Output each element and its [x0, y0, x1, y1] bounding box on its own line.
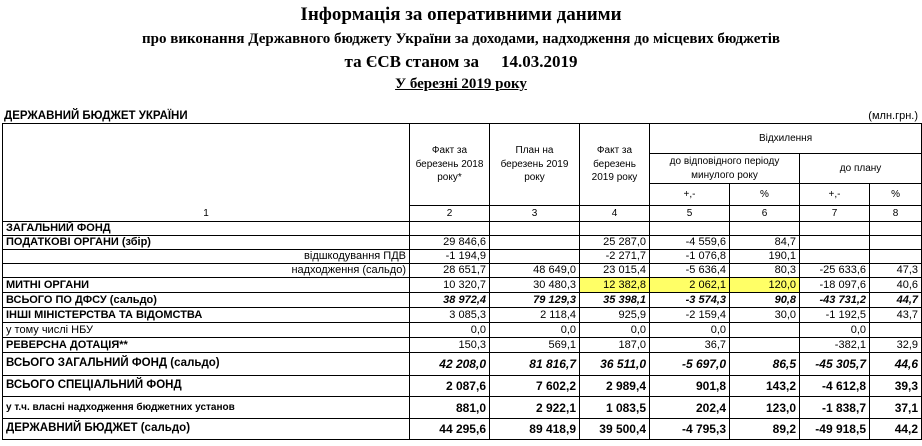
- cell-fact-2019: 0,0: [580, 323, 650, 338]
- row-label: у тому числі НБУ: [3, 323, 410, 338]
- cell-plan-2019: 89 418,9: [490, 419, 580, 440]
- header-fact-2018: Факт за березень 2018 року*: [410, 124, 490, 206]
- cell-pct-plan: 44,2: [870, 419, 922, 440]
- cell-pct-prev: 80,3: [730, 264, 800, 278]
- column-number: 1: [3, 206, 410, 222]
- cell-pct-prev: 89,2: [730, 419, 800, 440]
- table-row: [3, 293, 922, 308]
- header-percent: %: [730, 184, 800, 206]
- header-plus-minus: +,-: [800, 184, 870, 206]
- cell-diff-plan: [800, 250, 870, 264]
- column-number: 5: [650, 206, 730, 222]
- cell-pct-plan: 43,7: [870, 308, 922, 323]
- cell-pct-plan: 32,9: [870, 338, 922, 353]
- cell-diff-prev: -4 559,6: [650, 236, 730, 250]
- cell-fact-2019-highlighted: 12 382,8: [580, 278, 650, 293]
- cell-plan-2019: 569,1: [490, 338, 580, 353]
- cell-diff-prev: -2 159,4: [650, 308, 730, 323]
- cell-fact-2019: 25 287,0: [580, 236, 650, 250]
- cell-fact-2019: 35 398,1: [580, 293, 650, 308]
- column-number: 3: [490, 206, 580, 222]
- row-label: надходження (сальдо): [3, 264, 410, 278]
- table-row: [3, 376, 922, 397]
- cell-diff-prev: -5 697,0: [650, 353, 730, 376]
- cell-diff-plan: [800, 222, 870, 236]
- cell-diff-plan: 0,0: [800, 323, 870, 338]
- cell-plan-2019: [490, 250, 580, 264]
- cell-diff-plan: -1 192,5: [800, 308, 870, 323]
- cell-pct-plan: 37,1: [870, 397, 922, 419]
- cell-fact-2019: 36 511,0: [580, 353, 650, 376]
- cell-fact-2019: 925,9: [580, 308, 650, 323]
- header-label-cell: [3, 124, 410, 206]
- cell-pct-plan: [870, 250, 922, 264]
- column-number: 8: [870, 206, 922, 222]
- cell-pct-plan: 40,6: [870, 278, 922, 293]
- table-row: [3, 419, 922, 440]
- cell-pct-prev: 84,7: [730, 236, 800, 250]
- table-row: [3, 338, 922, 353]
- cell-fact-2018: 881,0: [410, 397, 490, 419]
- cell-fact-2018: 44 295,6: [410, 419, 490, 440]
- cell-pct-plan: [870, 323, 922, 338]
- cell-fact-2018: 38 972,4: [410, 293, 490, 308]
- cell-fact-2019: -2 271,7: [580, 250, 650, 264]
- cell-fact-2019: 23 015,4: [580, 264, 650, 278]
- cell-diff-plan: -25 633,6: [800, 264, 870, 278]
- cell-pct-plan: 44,6: [870, 353, 922, 376]
- cell-diff-prev: 36,7: [650, 338, 730, 353]
- cell-diff-prev: -5 636,4: [650, 264, 730, 278]
- table-row: [3, 278, 922, 293]
- document-subtitle: про виконання Державного бюджету України за доходами, надходження до місцевих бюджетів: [141, 31, 781, 47]
- cell-plan-2019: 0,0: [490, 323, 580, 338]
- cell-plan-2019: 79 129,3: [490, 293, 580, 308]
- cell-plan-2019: 7 602,2: [490, 376, 580, 397]
- budget-table: [2, 123, 922, 440]
- row-label: МИТНІ ОРГАНИ: [3, 278, 410, 293]
- cell-pct-plan: 39,3: [870, 376, 922, 397]
- row-label: у т.ч. власні надходження бюджетних установ: [3, 397, 410, 419]
- cell-fact-2018: 28 651,7: [410, 264, 490, 278]
- table-row: [3, 397, 922, 419]
- column-number: 6: [730, 206, 800, 222]
- units-label: (млн.грн.): [868, 110, 918, 122]
- header-percent: %: [870, 184, 922, 206]
- cell-diff-prev: [650, 222, 730, 236]
- cell-pct-prev: 190,1: [730, 250, 800, 264]
- cell-pct-prev: [730, 338, 800, 353]
- cell-pct-plan: 44,7: [870, 293, 922, 308]
- section-title: ДЕРЖАВНИЙ БЮДЖЕТ УКРАЇНИ: [4, 110, 188, 122]
- row-label: ВСЬОГО ЗАГАЛЬНИЙ ФОНД (сальдо): [3, 353, 410, 376]
- cell-diff-prev: 0,0: [650, 323, 730, 338]
- cell-fact-2018: 42 208,0: [410, 353, 490, 376]
- cell-pct-prev-highlighted: 120,0: [730, 278, 800, 293]
- row-label: ПОДАТКОВІ ОРГАНИ (збір): [3, 236, 410, 250]
- cell-fact-2018: [410, 222, 490, 236]
- cell-diff-plan: -49 918,5: [800, 419, 870, 440]
- table-row: [3, 323, 922, 338]
- date-prefix: та ЄСВ станом за: [344, 52, 479, 71]
- cell-fact-2018: -1 194,9: [410, 250, 490, 264]
- cell-diff-plan: -382,1: [800, 338, 870, 353]
- cell-fact-2019: 1 083,5: [580, 397, 650, 419]
- cell-diff-prev: 901,8: [650, 376, 730, 397]
- cell-fact-2018: 2 087,6: [410, 376, 490, 397]
- cell-diff-prev: -4 795,3: [650, 419, 730, 440]
- cell-fact-2018: 10 320,7: [410, 278, 490, 293]
- cell-fact-2018: 150,3: [410, 338, 490, 353]
- cell-diff-prev: 202,4: [650, 397, 730, 419]
- cell-diff-prev-highlighted: 2 062,1: [650, 278, 730, 293]
- header-fact-2019: Факт за березень 2019 року: [580, 124, 650, 206]
- cell-plan-2019: 2 118,4: [490, 308, 580, 323]
- header-plan-2019: План на березень 2019 року: [490, 124, 580, 206]
- row-label: відшкодування ПДВ: [3, 250, 410, 264]
- table-row: [3, 222, 922, 236]
- cell-fact-2018: 0,0: [410, 323, 490, 338]
- cell-pct-prev: 86,5: [730, 353, 800, 376]
- cell-pct-plan: [870, 222, 922, 236]
- header-deviation: Відхилення: [650, 124, 922, 154]
- column-number: 4: [580, 206, 650, 222]
- column-number: 2: [410, 206, 490, 222]
- report-date: 14.03.2019: [500, 52, 578, 71]
- cell-pct-prev: 90,8: [730, 293, 800, 308]
- cell-fact-2019: [580, 222, 650, 236]
- cell-plan-2019: 48 649,0: [490, 264, 580, 278]
- cell-plan-2019: 30 480,3: [490, 278, 580, 293]
- header-plus-minus: +,-: [650, 184, 730, 206]
- cell-pct-plan: [870, 236, 922, 250]
- table-row: [3, 308, 922, 323]
- cell-diff-plan: -43 731,2: [800, 293, 870, 308]
- cell-pct-prev: 123,0: [730, 397, 800, 419]
- cell-diff-plan: [800, 236, 870, 250]
- cell-plan-2019: [490, 236, 580, 250]
- header-vs-prev-year: до відповідного періоду минулого року: [650, 154, 800, 184]
- cell-fact-2018: 29 846,6: [410, 236, 490, 250]
- row-label: РЕВЕРСНА ДОТАЦІЯ**: [3, 338, 410, 353]
- cell-diff-plan: -45 305,7: [800, 353, 870, 376]
- table-row: [3, 353, 922, 376]
- cell-fact-2019: 187,0: [580, 338, 650, 353]
- row-label: ВСЬОГО СПЕЦІАЛЬНИЙ ФОНД: [3, 376, 410, 397]
- cell-plan-2019: [490, 222, 580, 236]
- cell-pct-prev: 30,0: [730, 308, 800, 323]
- cell-fact-2019: 39 500,4: [580, 419, 650, 440]
- cell-diff-plan: -18 097,6: [800, 278, 870, 293]
- cell-pct-prev: [730, 323, 800, 338]
- cell-pct-prev: [730, 222, 800, 236]
- cell-diff-plan: -4 612,8: [800, 376, 870, 397]
- cell-fact-2018: 3 085,3: [410, 308, 490, 323]
- row-label: ІНШІ МІНІСТЕРСТВА ТА ВІДОМСТВА: [3, 308, 410, 323]
- row-label: ЗАГАЛЬНИЙ ФОНД: [3, 222, 410, 236]
- cell-plan-2019: 81 816,7: [490, 353, 580, 376]
- cell-pct-prev: 143,2: [730, 376, 800, 397]
- table-row: [3, 250, 922, 264]
- column-number: 7: [800, 206, 870, 222]
- row-label: ДЕРЖАВНИЙ БЮДЖЕТ (сальдо): [3, 419, 410, 440]
- cell-plan-2019: 2 922,1: [490, 397, 580, 419]
- header-vs-plan: до плану: [800, 154, 922, 184]
- cell-diff-plan: -1 838,7: [800, 397, 870, 419]
- table-row: [3, 236, 922, 250]
- document-date-line: [0, 52, 922, 72]
- document-title: Інформація за оперативними даними: [300, 4, 622, 25]
- row-label: ВСЬОГО ПО ДФСУ (сальдо): [3, 293, 410, 308]
- report-period: У березні 2019 року: [395, 76, 527, 92]
- cell-diff-prev: -3 574,3: [650, 293, 730, 308]
- cell-diff-prev: -1 076,8: [650, 250, 730, 264]
- cell-fact-2019: 2 989,4: [580, 376, 650, 397]
- cell-pct-plan: 47,3: [870, 264, 922, 278]
- table-row: [3, 264, 922, 278]
